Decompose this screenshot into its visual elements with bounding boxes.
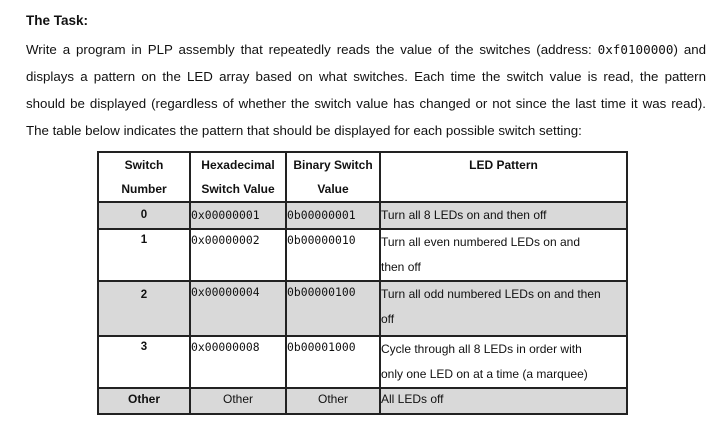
header-hex-value xyxy=(190,152,286,202)
line1-tail: ) and xyxy=(673,42,706,57)
hex-value-cell: 0x00000002 xyxy=(190,229,286,281)
table-header-row xyxy=(98,152,627,202)
table-row xyxy=(98,229,627,281)
table-row xyxy=(98,202,627,229)
header-text: LED Pattern xyxy=(469,158,538,172)
switch-number-cell: 3 xyxy=(98,336,190,388)
binary-value-cell: 0b00000010 xyxy=(286,229,380,281)
binary-value-cell: Other xyxy=(286,388,380,414)
binary-value-cell: 0b00000100 xyxy=(286,281,380,336)
task-description xyxy=(26,36,706,144)
led-pattern-line: off xyxy=(381,312,395,326)
switch-pattern-table xyxy=(97,151,628,415)
led-pattern-line: Cycle through all 8 LEDs in order with xyxy=(381,342,582,356)
table-row xyxy=(98,281,627,336)
table-row xyxy=(98,336,627,388)
description-line-3: should be displayed (regardless of whether the switch value has changed or not since the last time it was read). xyxy=(26,96,706,111)
header-text: Hexadecimal xyxy=(201,158,275,172)
header-switch-number xyxy=(98,152,190,202)
led-pattern-line: Turn all even numbered LEDs on and xyxy=(381,235,581,249)
description-line-1 xyxy=(26,36,706,63)
led-pattern-cell xyxy=(380,281,627,336)
header-text: Value xyxy=(317,182,349,196)
header-text: Number xyxy=(121,182,167,196)
header-led-pattern xyxy=(380,152,627,202)
switch-address: 0xf0100000 xyxy=(597,42,674,57)
switch-number-cell: Other xyxy=(98,388,190,414)
header-text: Switch Value xyxy=(201,182,275,196)
led-pattern-line: only one LED on at a time (a marquee) xyxy=(381,367,588,381)
description-line-2: displays a pattern on the LED array based on what switches. Each time the switch value is read, the pattern xyxy=(26,69,706,84)
led-pattern-line: then off xyxy=(381,260,421,274)
line1-text: Write a program in PLP assembly that repeatedly reads the value of the switches (address: xyxy=(26,42,598,57)
led-pattern-cell xyxy=(380,336,627,388)
hex-value-cell: 0x00000004 xyxy=(190,281,286,336)
header-binary-value xyxy=(286,152,380,202)
switch-number-cell: 0 xyxy=(98,202,190,229)
task-heading: The Task: xyxy=(26,13,89,28)
hex-value-cell: Other xyxy=(190,388,286,414)
table-row xyxy=(98,388,627,414)
binary-value-cell: 0b00000001 xyxy=(286,202,380,229)
led-pattern-cell xyxy=(380,229,627,281)
binary-value-cell: 0b00001000 xyxy=(286,336,380,388)
header-text: Switch xyxy=(124,158,164,172)
hex-value-cell: 0x00000008 xyxy=(190,336,286,388)
led-pattern-cell: All LEDs off xyxy=(380,388,627,414)
switch-number-cell: 1 xyxy=(98,229,190,281)
led-pattern-line: Turn all odd numbered LEDs on and then xyxy=(381,287,601,301)
switch-number-cell: 2 xyxy=(98,281,190,336)
description-line-4: The table below indicates the pattern that should be displayed for each possible switch setting: xyxy=(26,123,582,138)
hex-value-cell: 0x00000001 xyxy=(190,202,286,229)
led-pattern-cell: Turn all 8 LEDs on and then off xyxy=(380,202,627,229)
header-text: Binary Switch xyxy=(293,158,373,172)
